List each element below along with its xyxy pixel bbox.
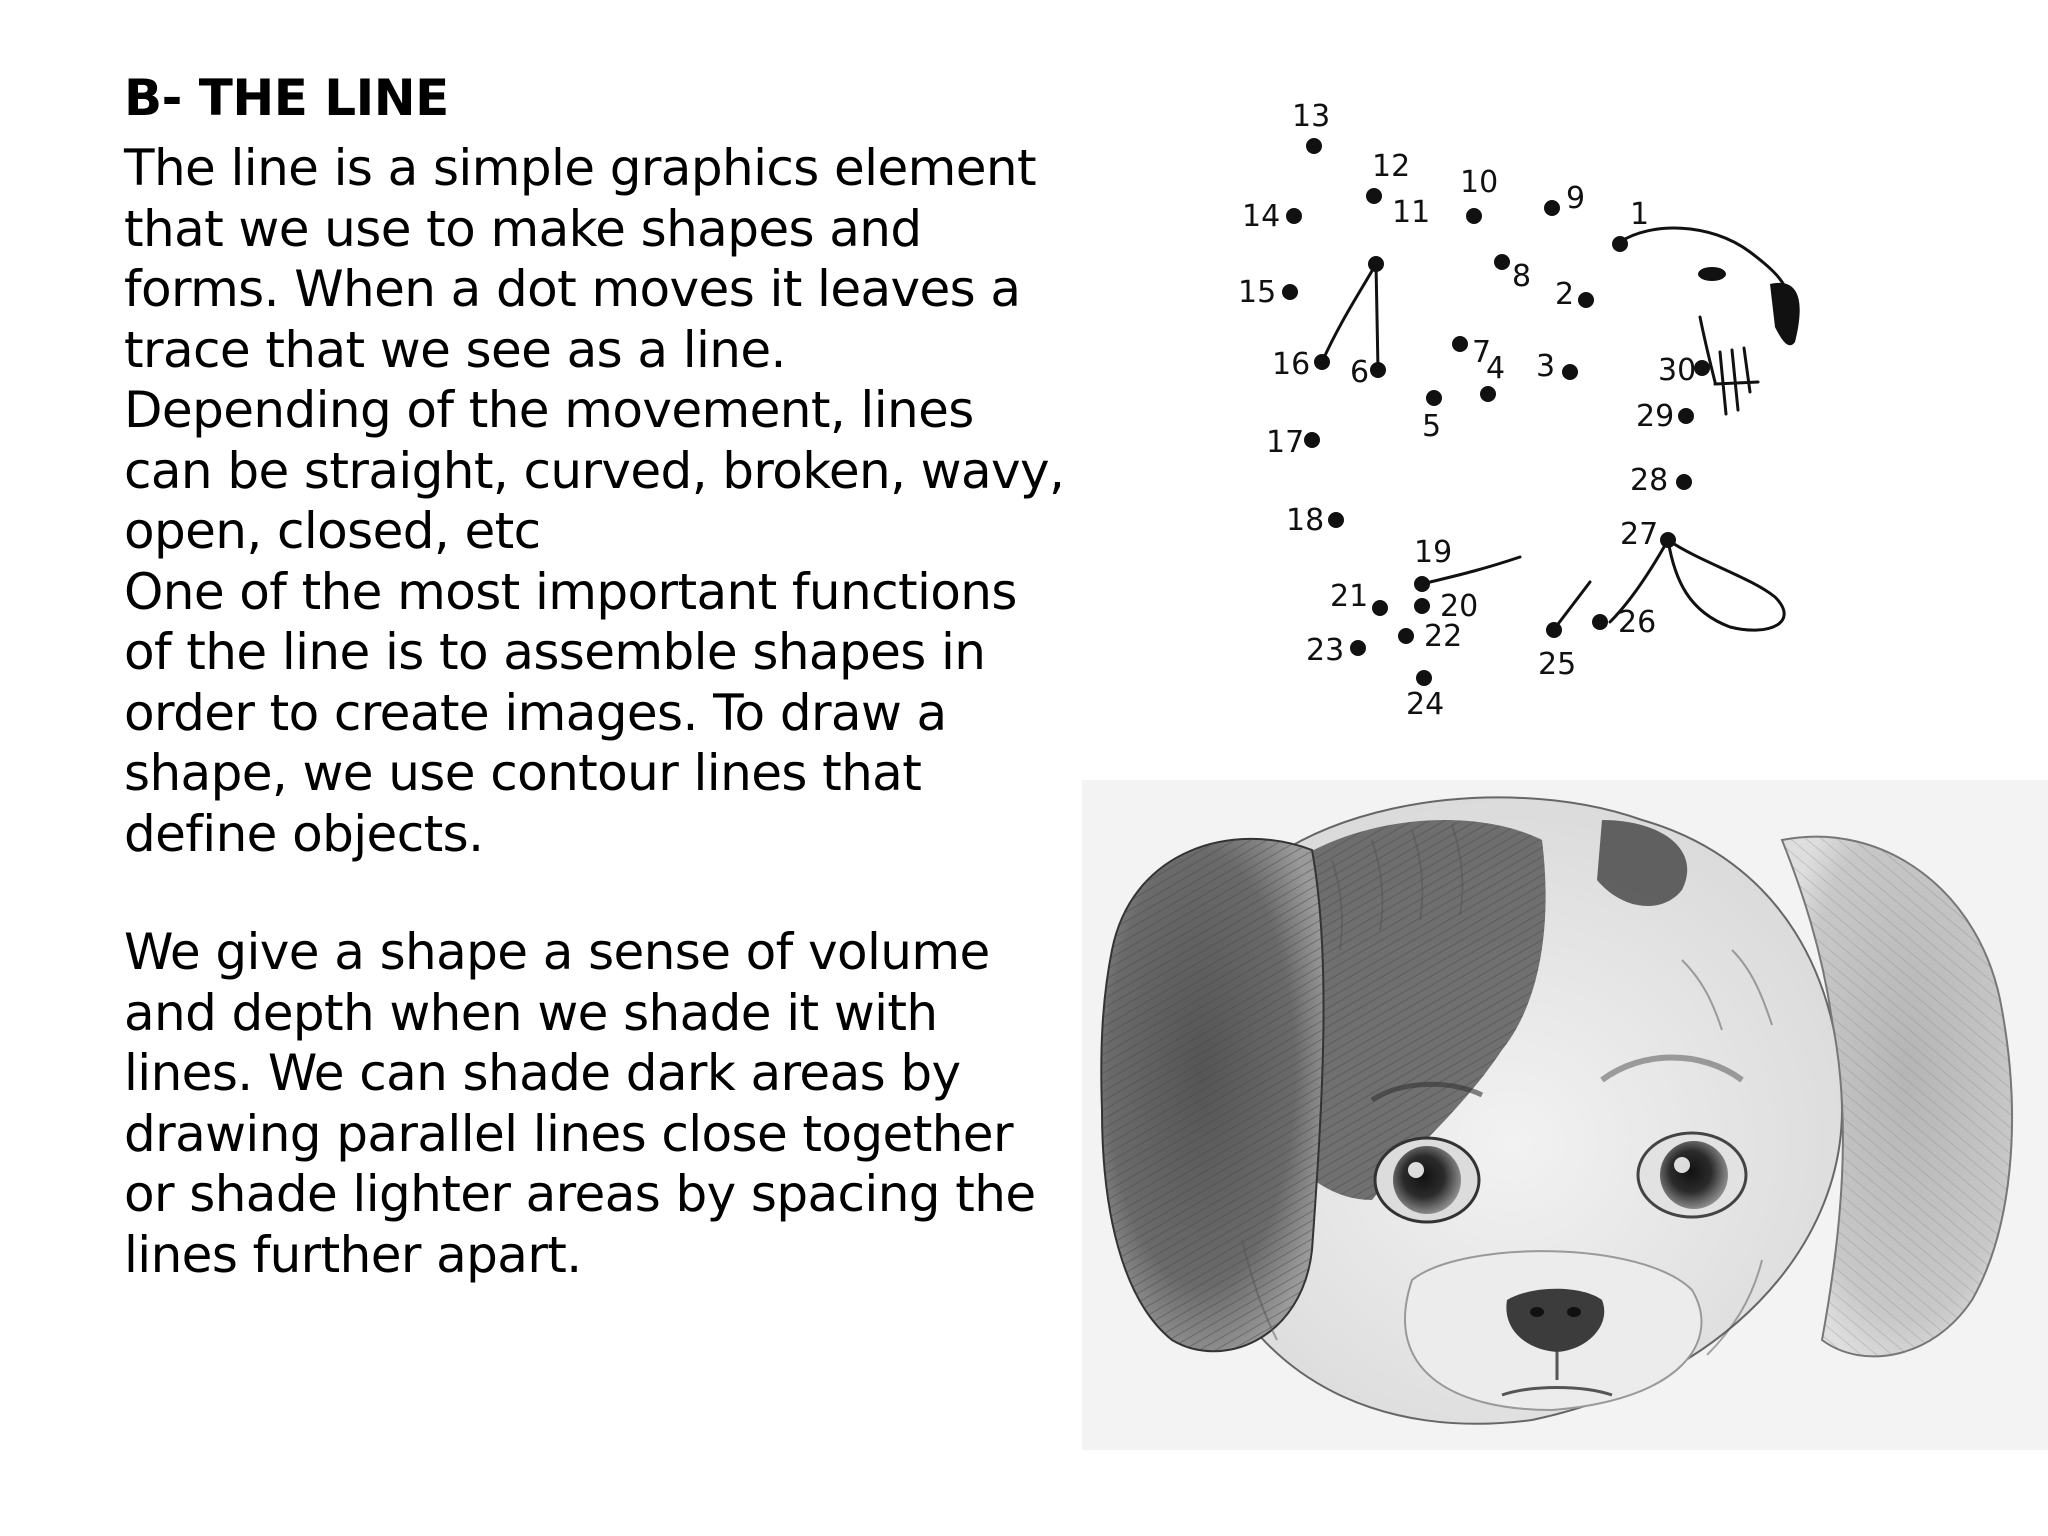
dot-label: 5	[1422, 409, 1442, 444]
dot-label: 29	[1636, 399, 1675, 434]
back-leg-line	[1555, 582, 1590, 628]
dot-label: 12	[1372, 149, 1411, 184]
dog-right-eye-highlight	[1674, 1157, 1690, 1173]
dog-left-eye	[1393, 1146, 1461, 1214]
dot-puzzle-lines	[1322, 228, 1785, 630]
paragraph-shading: We give a shape a sense of volume and depth when we shade it with lines. We can shade dark areas by drawing parallel lines close together or shade lighter areas by spacing the lines further apart.	[124, 923, 1036, 1284]
paragraph-line-definition: The line is a simple graphics element that we use to make shapes and forms. When a dot moves it leaves a trace that we see as a line. Depending of the movement, lines can be straight, curved, broken, wavy, open, closed, etc One of the most important functions of the line is to assemble shapes in order to create images. To draw a shape, we use contour lines that define objects.	[124, 139, 1065, 863]
dot-label: 30	[1658, 353, 1697, 388]
dot-label: 6	[1350, 355, 1370, 390]
dot-label: 19	[1414, 535, 1453, 570]
slide-title: B- THE LINE	[124, 69, 449, 127]
dot-label: 10	[1460, 165, 1499, 200]
whisker-lines	[1715, 348, 1758, 414]
dot-label: 17	[1266, 425, 1305, 460]
pencil-dog-drawing	[1082, 780, 2048, 1450]
dot-label: 20	[1440, 589, 1479, 624]
dot-label: 28	[1630, 463, 1669, 498]
dot-label: 7	[1472, 335, 1492, 370]
dot-label: 15	[1238, 275, 1277, 310]
dot-to-dot-svg	[1210, 92, 1830, 732]
dot-label: 22	[1424, 619, 1463, 654]
dot-label: 9	[1566, 181, 1586, 216]
dot-label: 1	[1630, 197, 1650, 232]
dot-label: 27	[1620, 517, 1659, 552]
dot-label: 16	[1272, 347, 1311, 382]
dot-to-dot-illustration	[1210, 92, 1830, 732]
dot-label: 25	[1538, 647, 1577, 682]
dog-right-eye	[1660, 1141, 1728, 1209]
dot-label: 13	[1292, 99, 1331, 134]
dot-label: 2	[1555, 277, 1575, 312]
pencil-dog-svg	[1082, 780, 2048, 1450]
text-column	[124, 66, 1104, 1285]
dog-left-eye-highlight	[1408, 1162, 1424, 1178]
dog-nostril-right	[1567, 1307, 1581, 1317]
dog-nostril-left	[1530, 1307, 1544, 1317]
dot-label: 11	[1392, 195, 1431, 230]
dot-label: 3	[1536, 349, 1556, 384]
dot-label: 8	[1512, 259, 1532, 294]
dot-label: 23	[1306, 633, 1345, 668]
dot-label: 24	[1406, 687, 1445, 722]
dot-label: 21	[1330, 579, 1369, 614]
dot-label: 26	[1618, 605, 1657, 640]
dog-left-ear-hatching	[1101, 839, 1323, 1351]
nose-shape	[1770, 283, 1800, 345]
eye-shape	[1698, 267, 1726, 281]
dot-label: 18	[1286, 503, 1325, 538]
dot-label: 4	[1486, 351, 1506, 386]
dot-label: 14	[1242, 199, 1281, 234]
